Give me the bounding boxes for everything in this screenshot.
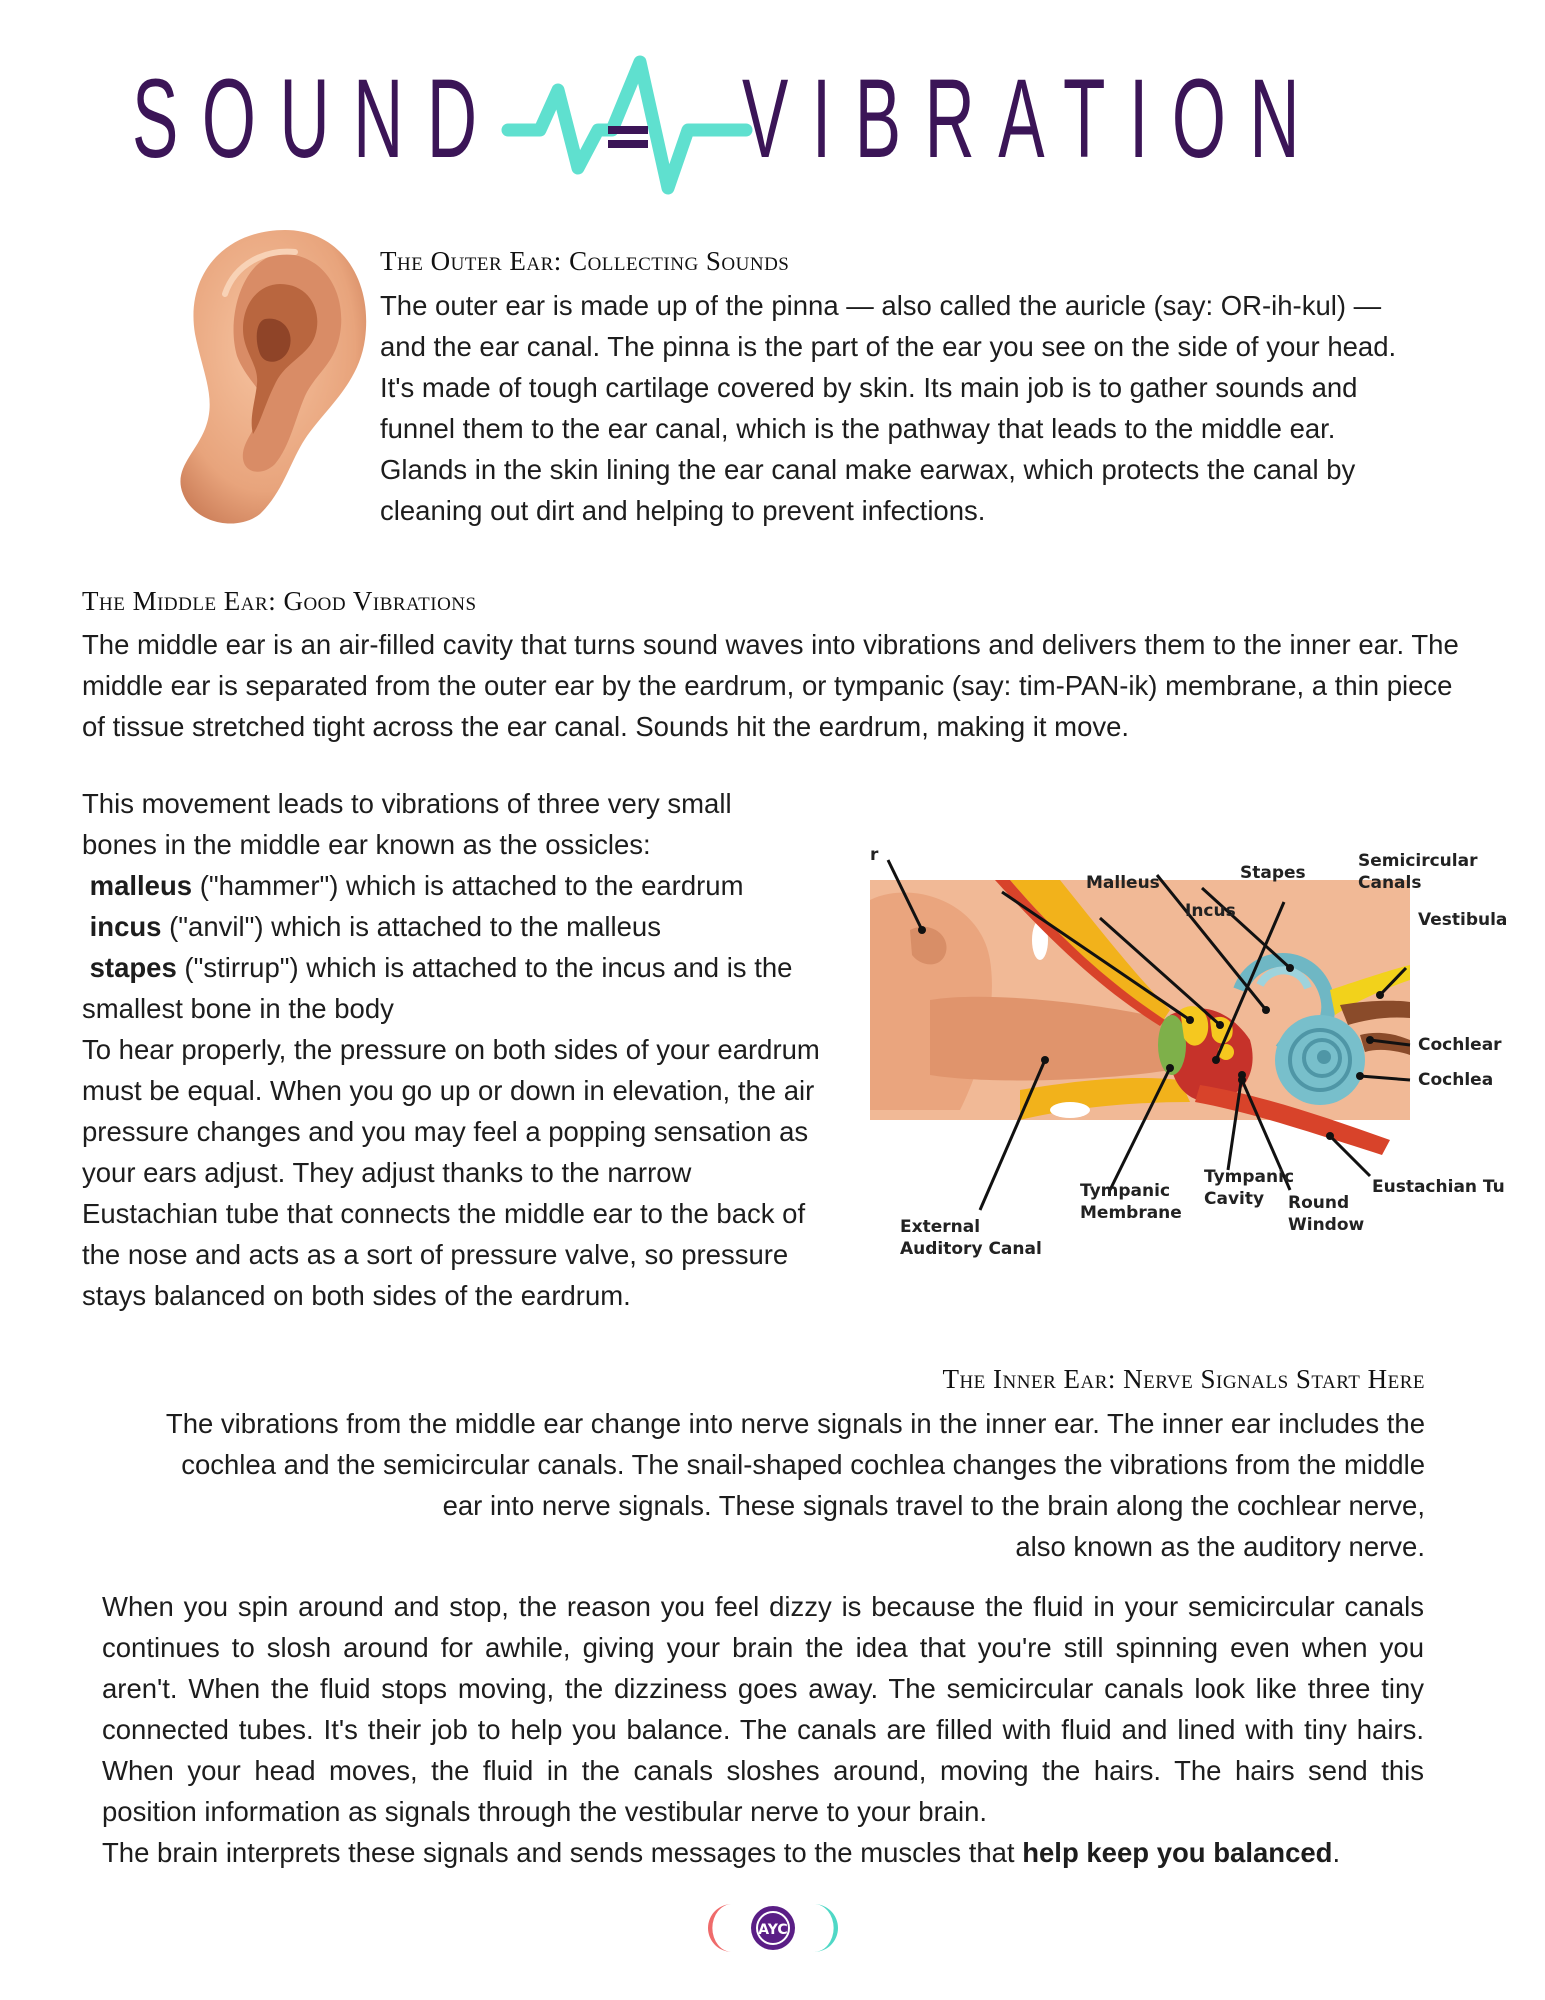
- label-r: r: [870, 845, 879, 865]
- ossicle-malleus: malleus ("hammer") which is attached to the eardrum: [89, 870, 744, 901]
- label-stapes: Stapes: [1240, 863, 1306, 883]
- label-tympanic-membrane-1: Tympanic: [1080, 1181, 1171, 1201]
- label-canals: Canals: [1358, 873, 1422, 893]
- inner-line: ear into nerve signals. These signals travel to the brain along the cochlear nerve,: [442, 1490, 1425, 1521]
- ear-anatomy-diagram: [870, 840, 1508, 1280]
- ossicle-name: stapes: [89, 952, 177, 983]
- label-round-window-1: Round: [1288, 1193, 1350, 1213]
- footer-logo-text: AYC: [758, 1922, 788, 1938]
- title-sound: SOUND: [132, 56, 501, 181]
- footer-logo: [712, 1900, 834, 1956]
- outer-ear-text: The outer ear is made up of the pinna — also called the auricle (say: OR-ih-kul) — and the ear canal. The pinna is the part of the ear you see on the side of your head. It's made of tough cartilage covered by skin. Its main job is to gather sounds and funnel them to the ear canal, which is the pathway that leads to the middle ear. Glands in the skin lining the ear canal make earwax, which protects the canal by cleaning out dirt and helping to prevent infections.: [380, 290, 1397, 526]
- label-vestibular: Vestibula: [1418, 910, 1508, 930]
- balance-paragraph: When you spin around and stop, the reason you feel dizzy is because the fluid in your semicircular canals continues to slosh around for awhile, giving your brain the idea that you're still spinning even when you aren't. When the fluid stops moving, the dizziness goes away. The semicircular canals look like three tiny connected tubes. It's their job to help you balance. The canals are filled with fluid and lined with tiny hairs. When your head moves, the fluid in the canals sloshes around, moving the hairs. The hairs send this position information as signals through the vestibular nerve to your brain.: [102, 1591, 1424, 1827]
- ossicle-name: malleus: [89, 870, 193, 901]
- inner-ear-heading: The Inner Ear: Nerve Signals Start Here: [942, 1364, 1425, 1394]
- label-external-2: Auditory Canal: [900, 1239, 1042, 1259]
- label-tympanic-membrane-2: Membrane: [1080, 1203, 1182, 1223]
- balance-emphasis: help keep you balanced: [1022, 1837, 1333, 1868]
- label-cochlear: Cochlear: [1418, 1035, 1502, 1055]
- pressure-text: To hear properly, the pressure on both sides of your eardrum must be equal. When you go up or down in elevation, the air pressure changes and you may feel a popping sensation as your ears adjust. They adjust thanks to the narrow Eustachian tube that connects the middle ear to the back of the nose and acts as a sort of pressure valve, so pressure stays balanced on both sides of the eardrum.: [82, 1034, 820, 1311]
- inner-ear-text: [65, 1403, 1425, 1567]
- inner-line: The vibrations from the middle ear change into nerve signals in the inner ear. The inner ear includes the: [165, 1408, 1425, 1439]
- label-external-1: External: [900, 1217, 981, 1237]
- balance-final: The brain interprets these signals and sends messages to the muscles that help keep you balanced.: [102, 1837, 1341, 1868]
- label-semicircular: Semicircular: [1358, 851, 1478, 871]
- label-malleus: Malleus: [1086, 873, 1160, 893]
- ossicles-intro: This movement leads to vibrations of three very small bones in the middle ear known as the ossicles:: [82, 788, 732, 860]
- middle-ear-heading: The Middle Ear: Good Vibrations: [82, 586, 477, 616]
- label-cochlea: Cochlea: [1418, 1070, 1494, 1090]
- outer-ear-illustration: [165, 224, 375, 534]
- ossicle-incus: incus ("anvil") which is attached to the malleus: [89, 911, 661, 942]
- page-title: [0, 40, 1545, 210]
- outer-ear-heading: The Outer Ear: Collecting Sounds: [380, 246, 790, 276]
- ossicle-stapes: stapes ("stirrup") which is attached to the incus and is the smallest bone in the body: [82, 952, 793, 1024]
- label-round-window-2: Window: [1288, 1215, 1365, 1235]
- title-vibration: VIBRATION: [742, 56, 1324, 181]
- inner-line: also known as the auditory nerve.: [1015, 1531, 1425, 1562]
- ossicle-name: incus: [89, 911, 162, 942]
- label-tympanic-cavity-1: Tympanic: [1204, 1167, 1295, 1187]
- label-eustachian: Eustachian Tu: [1372, 1177, 1505, 1197]
- sound-wave-icon: [500, 50, 750, 200]
- label-incus: Incus: [1185, 901, 1236, 921]
- middle-ear-text: The middle ear is an air-filled cavity that turns sound waves into vibrations and delivers them to the inner ear. The middle ear is separated from the outer ear by the eardrum, or tympanic (say: tim-PAN-ik) membrane, a thin piece of tissue stretched tight across the ear canal. Sounds hit the eardrum, making it move.: [82, 629, 1459, 742]
- balance-text: [102, 1586, 1424, 1873]
- ossicles-block: [82, 783, 842, 1316]
- inner-line: cochlea and the semicircular canals. The snail-shaped cochlea changes the vibrations from the middle: [181, 1449, 1425, 1480]
- label-tympanic-cavity-2: Cavity: [1204, 1189, 1265, 1209]
